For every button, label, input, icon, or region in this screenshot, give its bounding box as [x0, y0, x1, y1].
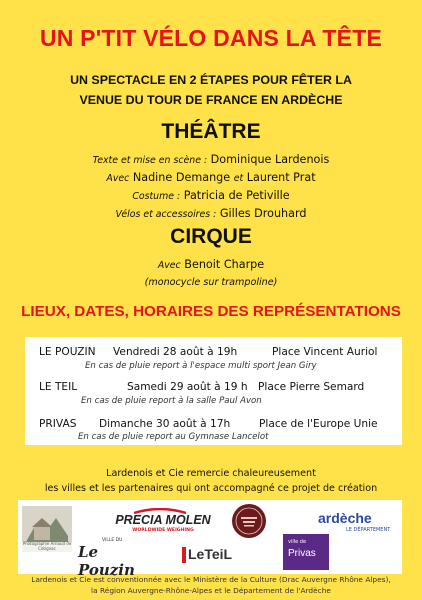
credit-name: Benoit Charpe [184, 258, 265, 271]
credit-name: Nadine Demange [132, 171, 231, 184]
pouzin-photo-logo [22, 506, 72, 552]
le-teil-bar-icon [182, 547, 186, 563]
credit-line [0, 205, 422, 223]
credit-role: Vélos et accessoires : [115, 209, 217, 220]
performance-town: LE TEIL [39, 381, 78, 393]
thanks-text [0, 466, 422, 496]
footer-line-1: Lardenois et Cie est conventionnée avec le Ministère de la Culture (Drac Auvergne Rhône Alpes), [31, 575, 391, 584]
ardeche-logo [318, 510, 400, 536]
precia-molen-logo [108, 508, 218, 536]
performance-place: Place Pierre Semard [258, 381, 365, 393]
theatre-heading: THÉÂTRE [161, 120, 261, 143]
privas-logo [283, 534, 329, 570]
performance-rain-note: En cas de pluie report au Gymnase Lancelot [78, 432, 269, 442]
thanks-line-2: les villes et les partenaires qui ont accompagné ce projet de création [44, 483, 378, 494]
performance-place: Place Vincent Auriol [272, 346, 378, 358]
thanks-line-1: Lardenois et Cie remercie chaleureusement [106, 468, 316, 479]
precia-name: PRECIA MOLEN [115, 513, 211, 527]
footer-line-2: la Région Auvergne-Rhône-Alpes et le Département de l'Ardèche [91, 585, 331, 595]
performance-place: Place de l'Europe Unie [259, 418, 378, 430]
performance-date: Vendredi 28 août à 19h [113, 346, 238, 358]
footer-text [0, 575, 422, 596]
subtitle-line-1: UN SPECTACLE EN 2 ÉTAPES POUR FÊTER LA [70, 73, 352, 87]
credit-detail: (monocycle sur trampoline) [144, 277, 278, 288]
credit-line [0, 169, 422, 187]
cirque-credits [0, 256, 422, 291]
le-teil-logo [178, 544, 238, 568]
le-teil-name: LeTeiL [188, 546, 233, 562]
credit-line [0, 256, 422, 274]
credit-name: Gilles Drouhard [219, 207, 307, 220]
credit-line [0, 151, 422, 169]
precia-tagline: WORLDWIDE WEIGHING [132, 528, 194, 533]
performance-rain-note: En cas de pluie report à la salle Paul Avon [81, 396, 262, 406]
credit-name: Dominique Lardenois [210, 153, 330, 166]
performance-town: PRIVAS [39, 418, 77, 430]
pouzin-name: Le Pouzin [78, 543, 135, 579]
credit-role: Texte et mise en scène : [92, 155, 208, 166]
places-heading: LIEUX, DATES, HORAIRES DES REPRÉSENTATIONS [21, 303, 401, 320]
credit-role: Avec [106, 173, 130, 184]
credit-line [0, 187, 422, 205]
poster-title: UN P'TIT VÉLO DANS LA TÊTE [39, 25, 383, 51]
privas-line-2: Privas [288, 548, 316, 559]
poster-subtitle [0, 70, 422, 110]
ardeche-subtitle: LE DÉPARTEMENT [346, 527, 391, 533]
ardeche-name: ardèche [318, 510, 372, 526]
performance-date: Samedi 29 août à 19 h [127, 381, 248, 393]
cirque-heading: CIRQUE [170, 225, 252, 248]
pouzin-photo-caption: Photographie Arnaud de Cotignac [22, 541, 72, 551]
credit-role: Avec [157, 260, 181, 271]
credit-role: Costume : [132, 191, 181, 202]
le-pouzin-logo [76, 538, 146, 579]
credit-name: Laurent Prat [246, 171, 316, 184]
pouzin-small-text: VILLE DU [102, 538, 123, 543]
performance-date: Dimanche 30 août à 17h [99, 418, 231, 430]
performance-rain-note: En cas de pluie report à l'espace multi sport Jean Giry [85, 361, 317, 371]
partner-badge-logo [230, 502, 268, 540]
subtitle-line-2: VENUE DU TOUR DE FRANCE EN ARDÈCHE [79, 93, 343, 107]
credit-conjunction: et [233, 173, 244, 184]
credit-name: Patricia de Petiville [183, 189, 290, 202]
partner-logos-panel [18, 500, 402, 579]
theatre-credits [0, 151, 422, 223]
privas-line-1: ville de [288, 539, 307, 545]
performances-panel [25, 337, 402, 445]
performance-town: LE POUZIN [39, 346, 96, 358]
